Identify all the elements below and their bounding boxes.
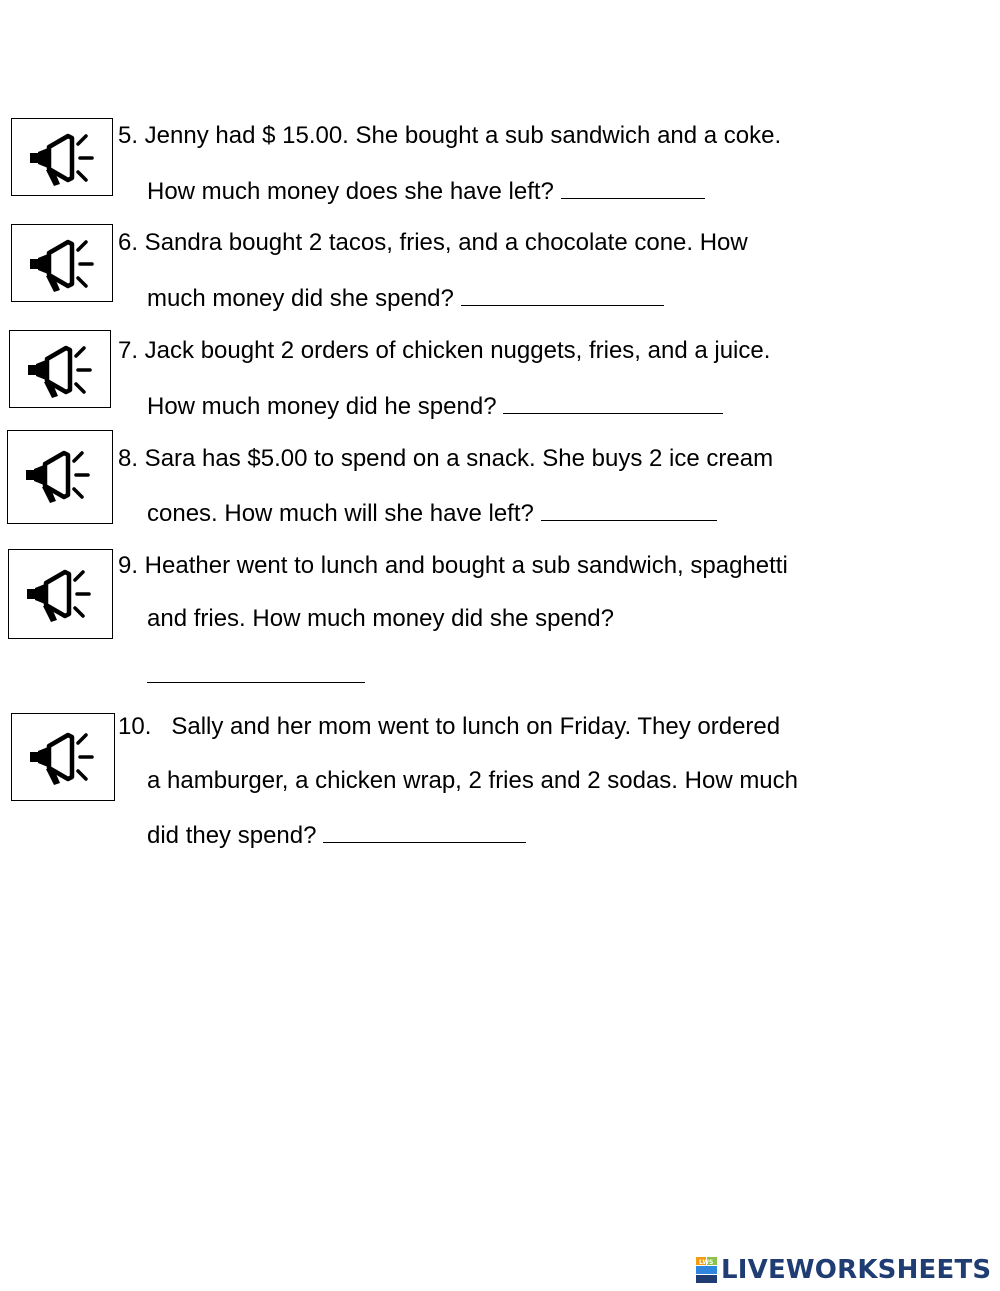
question-8-prompt: cones. How much will she have left? — [147, 500, 534, 527]
audio-button-q10[interactable] — [11, 713, 115, 801]
question-9-line-2: and fries. How much money did she spend? — [147, 605, 614, 632]
question-10-line-1: 10. Sally and her mom went to lunch on Friday. They ordered — [118, 713, 781, 740]
question-5-line-2 — [147, 176, 705, 206]
question-8-line-2 — [147, 498, 717, 528]
question-6-line-2 — [147, 283, 664, 313]
lws-cube-icon — [696, 1257, 718, 1283]
question-9-line-1: 9. Heather went to lunch and bought a sub sandwich, spaghetti — [118, 552, 788, 579]
logo-letter-l: LWS — [699, 1259, 714, 1266]
question-5-prompt: How much money does she have left? — [147, 178, 554, 205]
question-10-line-3 — [147, 820, 526, 850]
audio-button-q7[interactable] — [9, 330, 111, 408]
answer-field-q10[interactable] — [323, 820, 526, 843]
audio-button-q8[interactable] — [7, 430, 113, 524]
brand-name: LIVEWORKSHEETS — [721, 1255, 992, 1285]
question-6-line-1: 6. Sandra bought 2 tacos, fries, and a chocolate cone. How — [118, 229, 748, 256]
answer-field-q6[interactable] — [461, 283, 664, 306]
megaphone-icon — [26, 234, 100, 294]
question-9-line-3 — [147, 660, 365, 690]
liveworksheets-logo — [696, 1255, 991, 1285]
question-8-line-1: 8. Sara has $5.00 to spend on a snack. She buys 2 ice cream — [118, 445, 774, 472]
megaphone-icon — [24, 340, 98, 400]
audio-button-q5[interactable] — [11, 118, 113, 196]
answer-field-q5[interactable] — [561, 176, 705, 199]
answer-field-q7[interactable] — [503, 391, 723, 414]
question-6-prompt: much money did she spend? — [147, 285, 454, 312]
megaphone-icon — [26, 727, 100, 787]
answer-field-q9[interactable] — [147, 660, 365, 683]
audio-button-q9[interactable] — [8, 549, 113, 639]
question-7-line-1: 7. Jack bought 2 orders of chicken nuggets, fries, and a juice. — [118, 337, 771, 364]
megaphone-icon — [22, 445, 96, 505]
megaphone-icon — [26, 128, 100, 188]
question-7-prompt: How much money did he spend? — [147, 393, 497, 420]
audio-button-q6[interactable] — [11, 224, 113, 302]
megaphone-icon — [23, 564, 97, 624]
question-10-line-2: a hamburger, a chicken wrap, 2 fries and 2 sodas. How much — [147, 767, 798, 794]
question-5-line-1: 5. Jenny had $ 15.00. She bought a sub sandwich and a coke. — [118, 122, 782, 149]
question-7-line-2 — [147, 391, 723, 421]
answer-field-q8[interactable] — [541, 498, 717, 521]
question-10-prompt: did they spend? — [147, 822, 317, 849]
